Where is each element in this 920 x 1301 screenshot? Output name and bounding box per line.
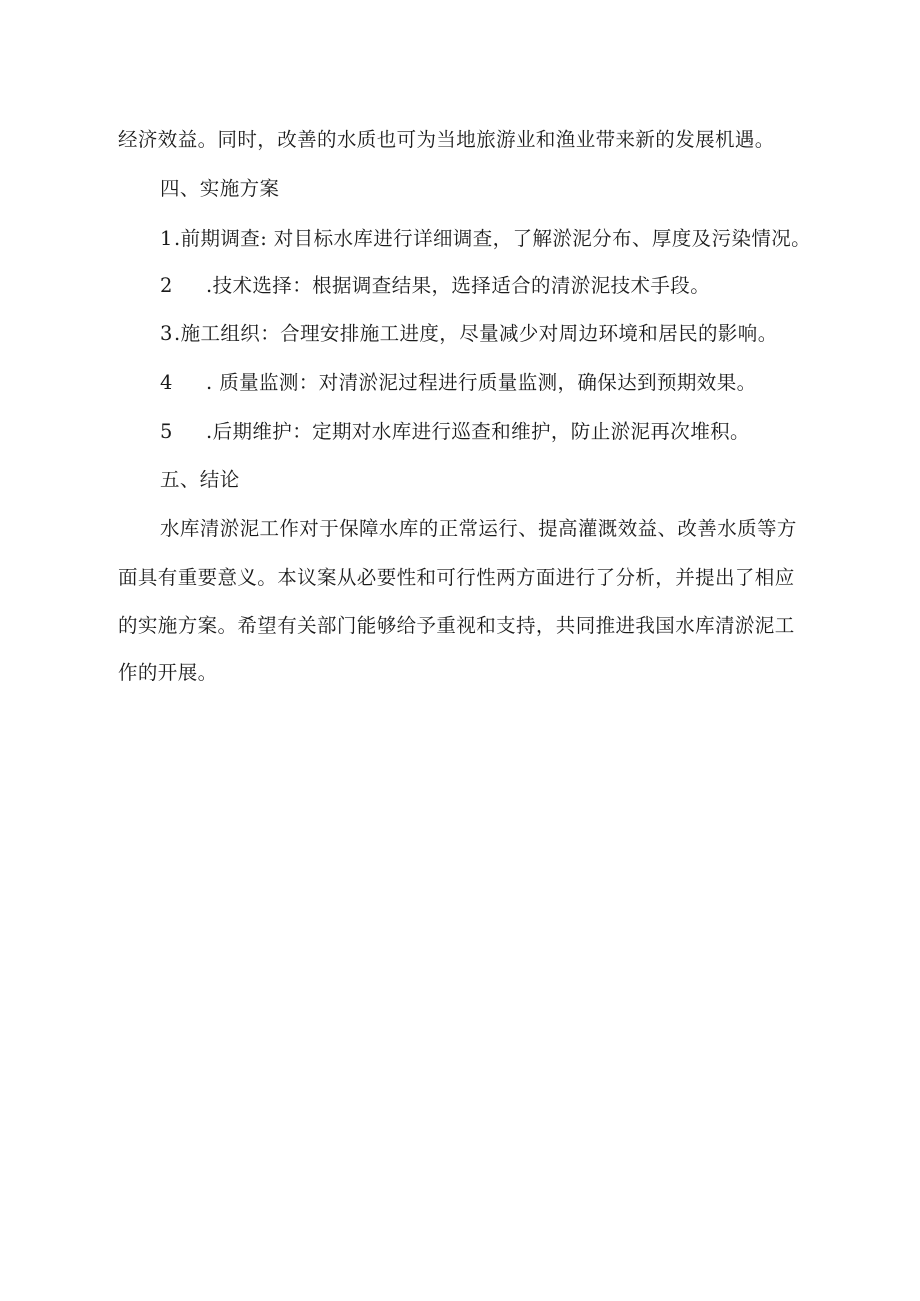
conclusion-line-2: 面具有重要意义。本议案从必要性和可行性两方面进行了分析，并提出了相应 (118, 566, 795, 589)
plan-item-2 (160, 274, 860, 298)
plan-item-number: 1 (160, 227, 173, 250)
conclusion-line-3: 的实施方案。希望有关部门能够给予重视和支持，共同推进我国水库清淤泥工 (118, 614, 795, 637)
plan-item-text: . 质量监测：对清淤泥过程进行质量监测，确保达到预期效果。 (206, 371, 757, 394)
plan-item-number: 5 (160, 420, 173, 443)
plan-item-number: 2 (160, 274, 173, 297)
plan-item-text: .施工组织：合理安排施工进度，尽量减少对周边环境和居民的影响。 (174, 322, 778, 345)
plan-item-1 (160, 227, 860, 251)
plan-item-3 (160, 322, 860, 346)
plan-item-text: .前期调查: 对目标水库进行详细调查，了解淤泥分布、厚度及污染情况。 (174, 227, 812, 250)
plan-item-text: .后期维护：定期对水库进行巡查和维护，防止淤泥再次堆积。 (206, 420, 750, 443)
conclusion-line-1: 水库清淤泥工作对于保障水库的正常运行、提高灌溉效益、改善水质等方 (160, 517, 797, 540)
intro-paragraph-tail: 经济效益。同时，改善的水质也可为当地旅游业和渔业带来新的发展机遇。 (118, 128, 775, 151)
plan-item-text: .技术选择：根据调查结果，选择适合的清淤泥技术手段。 (206, 274, 711, 297)
plan-item-5 (160, 420, 860, 444)
section-5-heading: 五、结论 (160, 468, 240, 491)
plan-item-4 (160, 371, 860, 395)
section-4-heading: 四、实施方案 (160, 177, 280, 200)
conclusion-line-4: 作的开展。 (118, 661, 218, 684)
plan-item-number: 3 (160, 322, 173, 345)
plan-item-number: 4 (160, 371, 173, 394)
